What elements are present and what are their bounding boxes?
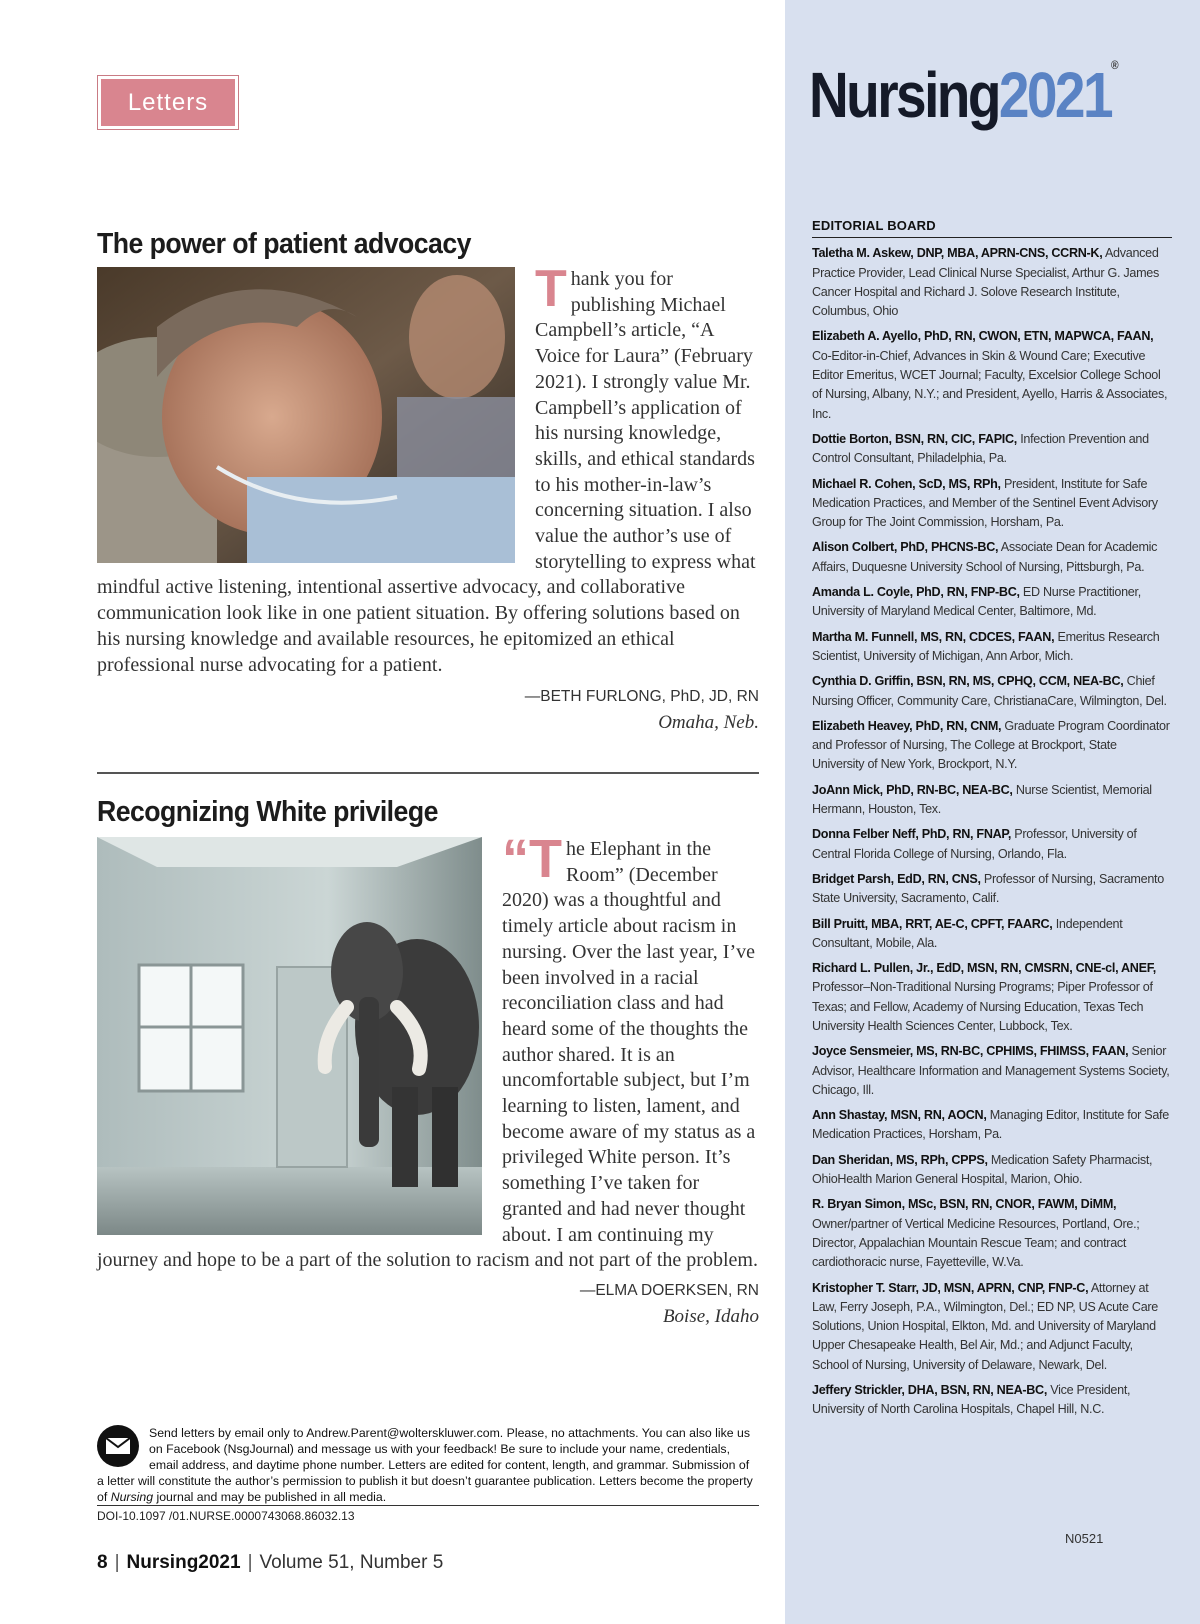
member-name: Joyce Sensmeier, MS, RN-BC, CPHIMS, FHIMSS, FAAN, bbox=[812, 1044, 1129, 1059]
member-name: Kristopher T. Starr, JD, MSN, APRN, CNP, FNP-C, bbox=[812, 1280, 1089, 1295]
patient-image bbox=[97, 267, 515, 563]
member-name: Michael R. Cohen, ScD, MS, RPh, bbox=[812, 476, 1001, 491]
patient-photo bbox=[97, 267, 515, 563]
letter-heading: The power of patient advocacy bbox=[97, 228, 471, 260]
editorial-board bbox=[812, 216, 1172, 1426]
board-member bbox=[812, 915, 1172, 954]
member-role: Graduate Program Coordinator and Professor of Nursing, The College at Brockport, State University of New York, Brockport, N.Y. bbox=[812, 718, 1170, 772]
member-name: Taletha M. Askew, DNP, MBA, APRN-CNS, CCRN-K, bbox=[812, 246, 1103, 261]
drop-cap: T bbox=[535, 260, 567, 318]
board-member bbox=[812, 430, 1172, 469]
member-role: Owner/partner of Vertical Medicine Resources, Portland, Ore.; Director, Appalachian Mountain Rescue Team; and contract cardiothoracic nurse, Fayetteville, W.Va. bbox=[812, 1216, 1140, 1270]
section-tab-label: Letters bbox=[101, 79, 235, 126]
member-role: Medication Safety Pharmacist, OhioHealth Marion General Hospital, Marion, Ohio. bbox=[812, 1152, 1153, 1187]
member-role: Managing Editor, Institute for Safe Medication Practices, Horsham, Pa. bbox=[812, 1108, 1169, 1142]
member-name: Cynthia D. Griffin, BSN, RN, MS, CPHQ, CCM, NEA-BC, bbox=[812, 674, 1124, 689]
member-name: Amanda L. Coyle, PhD, RN, FNP-BC, bbox=[812, 585, 1020, 600]
note-text-end: journal and may be published in all media. bbox=[153, 1490, 387, 1504]
board-member bbox=[812, 781, 1172, 820]
member-name: Ann Shastay, MSN, RN, AOCN, bbox=[812, 1108, 987, 1123]
sidebar-code: N0521 bbox=[1065, 1531, 1104, 1546]
member-role: Nurse Scientist, Memorial Hermann, Houston, Tex. bbox=[812, 782, 1152, 817]
letter-signature: —BETH FURLONG, PhD, JD, RN bbox=[524, 688, 759, 706]
board-member bbox=[812, 244, 1172, 321]
member-name: JoAnn Mick, PhD, RN-BC, NEA-BC, bbox=[812, 782, 1013, 797]
member-role: Professor, University of Central Florida College of Nursing, Orlando, Fla. bbox=[812, 827, 1137, 861]
editorial-sidebar bbox=[785, 0, 1200, 1624]
board-member bbox=[812, 1042, 1172, 1100]
member-name: Dottie Borton, BSN, RN, CIC, FAPIC, bbox=[812, 431, 1017, 446]
envelope-icon bbox=[97, 1425, 139, 1467]
member-role: Chief Nursing Officer, Community Care, ChristianaCare, Wilmington, Del. bbox=[812, 674, 1167, 708]
member-role: Attorney at Law, Ferry Joseph, P.A., Wilmington, Del.; ED NP, US Acute Care Solutions, Union Hospital, Elkton, Md. and University of Maryland Upper Chesapeake Health, Bel Air, Md.; and Adjunct Faculty, School of Nursing, University of Delaware, Newark, Del. bbox=[812, 1280, 1159, 1372]
board-member bbox=[812, 538, 1172, 577]
board-member bbox=[812, 717, 1172, 775]
board-member bbox=[812, 870, 1172, 909]
member-role: Advanced Practice Provider, Lead Clinical Nurse Specialist, Arthur G. James Cancer Hospital and Richard J. Solove Research Institute, Columbus, Ohio bbox=[812, 246, 1159, 319]
page-number: 8 bbox=[97, 1552, 108, 1573]
member-name: Jeffery Strickler, DHA, BSN, RN, NEA-BC, bbox=[812, 1383, 1048, 1398]
submission-note bbox=[97, 1425, 759, 1505]
doi-rule bbox=[97, 1505, 759, 1506]
member-name: Martha M. Funnell, MS, RN, CDCES, FAAN, bbox=[812, 629, 1055, 644]
member-role: ED Nurse Practitioner, University of Maryland Medical Center, Baltimore, Md. bbox=[812, 585, 1141, 619]
elephant-image bbox=[97, 837, 482, 1235]
letter-body: hank you for publishing Michael Campbell’s article, “A Voice for Laura” (February 2021). I strongly value Mr. Campbell’s application of his nursing knowledge, skills, and ethical standards to his mother-in-law’s concerning situation. I also value the author’s use of storytelling to express what mindful active listening, intentional assertive advocacy, and collaborative communication look like in one patient situation. By offering solutions based on his nursing knowledge and available resources, he epitomized an ethical professional nurse advocating for a patient. bbox=[97, 268, 756, 676]
board-member bbox=[812, 327, 1172, 423]
board-member bbox=[812, 628, 1172, 667]
board-member bbox=[812, 475, 1172, 533]
member-role: Co-Editor-in-Chief, Advances in Skin & Wound Care; Executive Editor Emeritus, WCET Journal; Faculty, Excelsior College School of Nursing, Albany, N.Y.; and President, Ayello, Harris & Associates, Inc. bbox=[812, 348, 1168, 421]
member-role: Independent Consultant, Mobile, Ala. bbox=[812, 916, 1123, 950]
member-role: Senior Advisor, Healthcare Information and Management Systems Society, Chicago, Ill. bbox=[812, 1044, 1170, 1097]
board-member bbox=[812, 1195, 1172, 1272]
board-member bbox=[812, 583, 1172, 622]
board-member bbox=[812, 672, 1172, 711]
member-name: Richard L. Pullen, Jr., EdD, MSN, RN, CMSRN, CNE-cl, ANEF, bbox=[812, 961, 1156, 976]
doi: DOI-10.1097 /01.NURSE.0000743068.86032.13 bbox=[97, 1509, 355, 1523]
member-role: Associate Dean for Academic Affairs, Duquesne University School of Nursing, Pittsburgh, Pa. bbox=[812, 540, 1158, 574]
member-role: Professor of Nursing, Sacramento State University, Sacramento, Calif. bbox=[812, 871, 1164, 906]
member-role: Vice President, University of North Carolina Hospitals, Chapel Hill, N.C. bbox=[812, 1383, 1131, 1417]
section-tab bbox=[97, 75, 239, 130]
member-role: Emeritus Research Scientist, University of Michigan, Ann Arbor, Mich. bbox=[812, 629, 1160, 663]
drop-cap: “T bbox=[502, 829, 562, 889]
letter-location: Omaha, Neb. bbox=[658, 712, 759, 734]
note-journal: Nursing bbox=[110, 1490, 154, 1504]
letter-signature: —ELMA DOERKSEN, RN bbox=[579, 1281, 759, 1299]
member-name: Bill Pruitt, MBA, RRT, AE-C, CPFT, FAARC, bbox=[812, 916, 1053, 931]
member-name: Alison Colbert, PhD, PHCNS-BC, bbox=[812, 540, 999, 555]
board-member bbox=[812, 1381, 1172, 1420]
member-name: Bridget Parsh, EdD, RN, CNS, bbox=[812, 871, 981, 886]
member-role: Infection Prevention and Control Consultant, Philadelphia, Pa. bbox=[812, 431, 1149, 466]
board-member bbox=[812, 825, 1172, 864]
letter-1 bbox=[97, 228, 759, 736]
member-name: Dan Sheridan, MS, RPh, CPPS, bbox=[812, 1152, 988, 1167]
member-role: Professor–Non-Traditional Nursing Programs; Piper Professor of Texas; and Fellow, Academy of Nursing Education, Texas Tech University Health Sciences Center, Lubbock, Tex. bbox=[812, 980, 1153, 1033]
member-name: Elizabeth A. Ayello, PhD, RN, CWON, ETN, MAPWCA, FAAN, bbox=[812, 329, 1154, 344]
board-member bbox=[812, 1279, 1172, 1375]
board-member bbox=[812, 1106, 1172, 1145]
member-role: President, Institute for Safe Medication Practices, and Member of the Sentinel Event Advisory Group for The Joint Commission, Horsham, Pa. bbox=[812, 476, 1158, 530]
section-divider bbox=[97, 772, 759, 774]
letter-heading: Recognizing White privilege bbox=[97, 796, 438, 828]
journal-logo: Nursing2021® bbox=[809, 58, 1119, 131]
letter-location: Boise, Idaho bbox=[662, 1305, 759, 1327]
folio-journal: Nursing2021 bbox=[126, 1552, 241, 1573]
board-title: EDITORIAL BOARD bbox=[812, 216, 1172, 238]
board-member bbox=[812, 959, 1172, 1036]
folio-issue: Volume 51, Number 5 bbox=[259, 1552, 444, 1573]
member-name: R. Bryan Simon, MSc, BSN, RN, CNOR, FAWM, DiMM, bbox=[812, 1197, 1117, 1212]
letter-body: he Elephant in the Room” (December 2020) was a thoughtful and timely article about racism in nursing. Over the last year, I’ve been involved in a racial reconciliation class and had heard some of the thoughts the author shared. It is an uncomfortable subject, but I’m learning to listen, lament, and become aware of my status as a privileged White person. It’s something I’ve taken for granted and had never thought about. I am continuing my journey and hope to be a part of the solution to racism and not part of the problem. bbox=[97, 838, 758, 1272]
board-member bbox=[812, 1151, 1172, 1190]
member-name: Donna Felber Neff, PhD, RN, FNAP, bbox=[812, 827, 1012, 842]
letter-2 bbox=[97, 796, 759, 1330]
member-name: Elizabeth Heavey, PhD, RN, CNM, bbox=[812, 718, 1002, 733]
elephant-photo bbox=[97, 837, 482, 1235]
page-folio: 8 | Nursing2021 | Volume 51, Number 5 bbox=[97, 1552, 444, 1573]
note-text: Send letters by email only to Andrew.Parent@wolterskluwer.com. Please, no attachments. You can also like us on Facebook (NsgJournal) and message us with your feedback! Be sure to include your name, credentials, email address, and daytime phone number. Letters are edited for content, length, and grammar. Submission of a letter will constitute the author’s permission to publish it but doesn’t guarantee publication. Letters become the property of bbox=[97, 1426, 753, 1504]
